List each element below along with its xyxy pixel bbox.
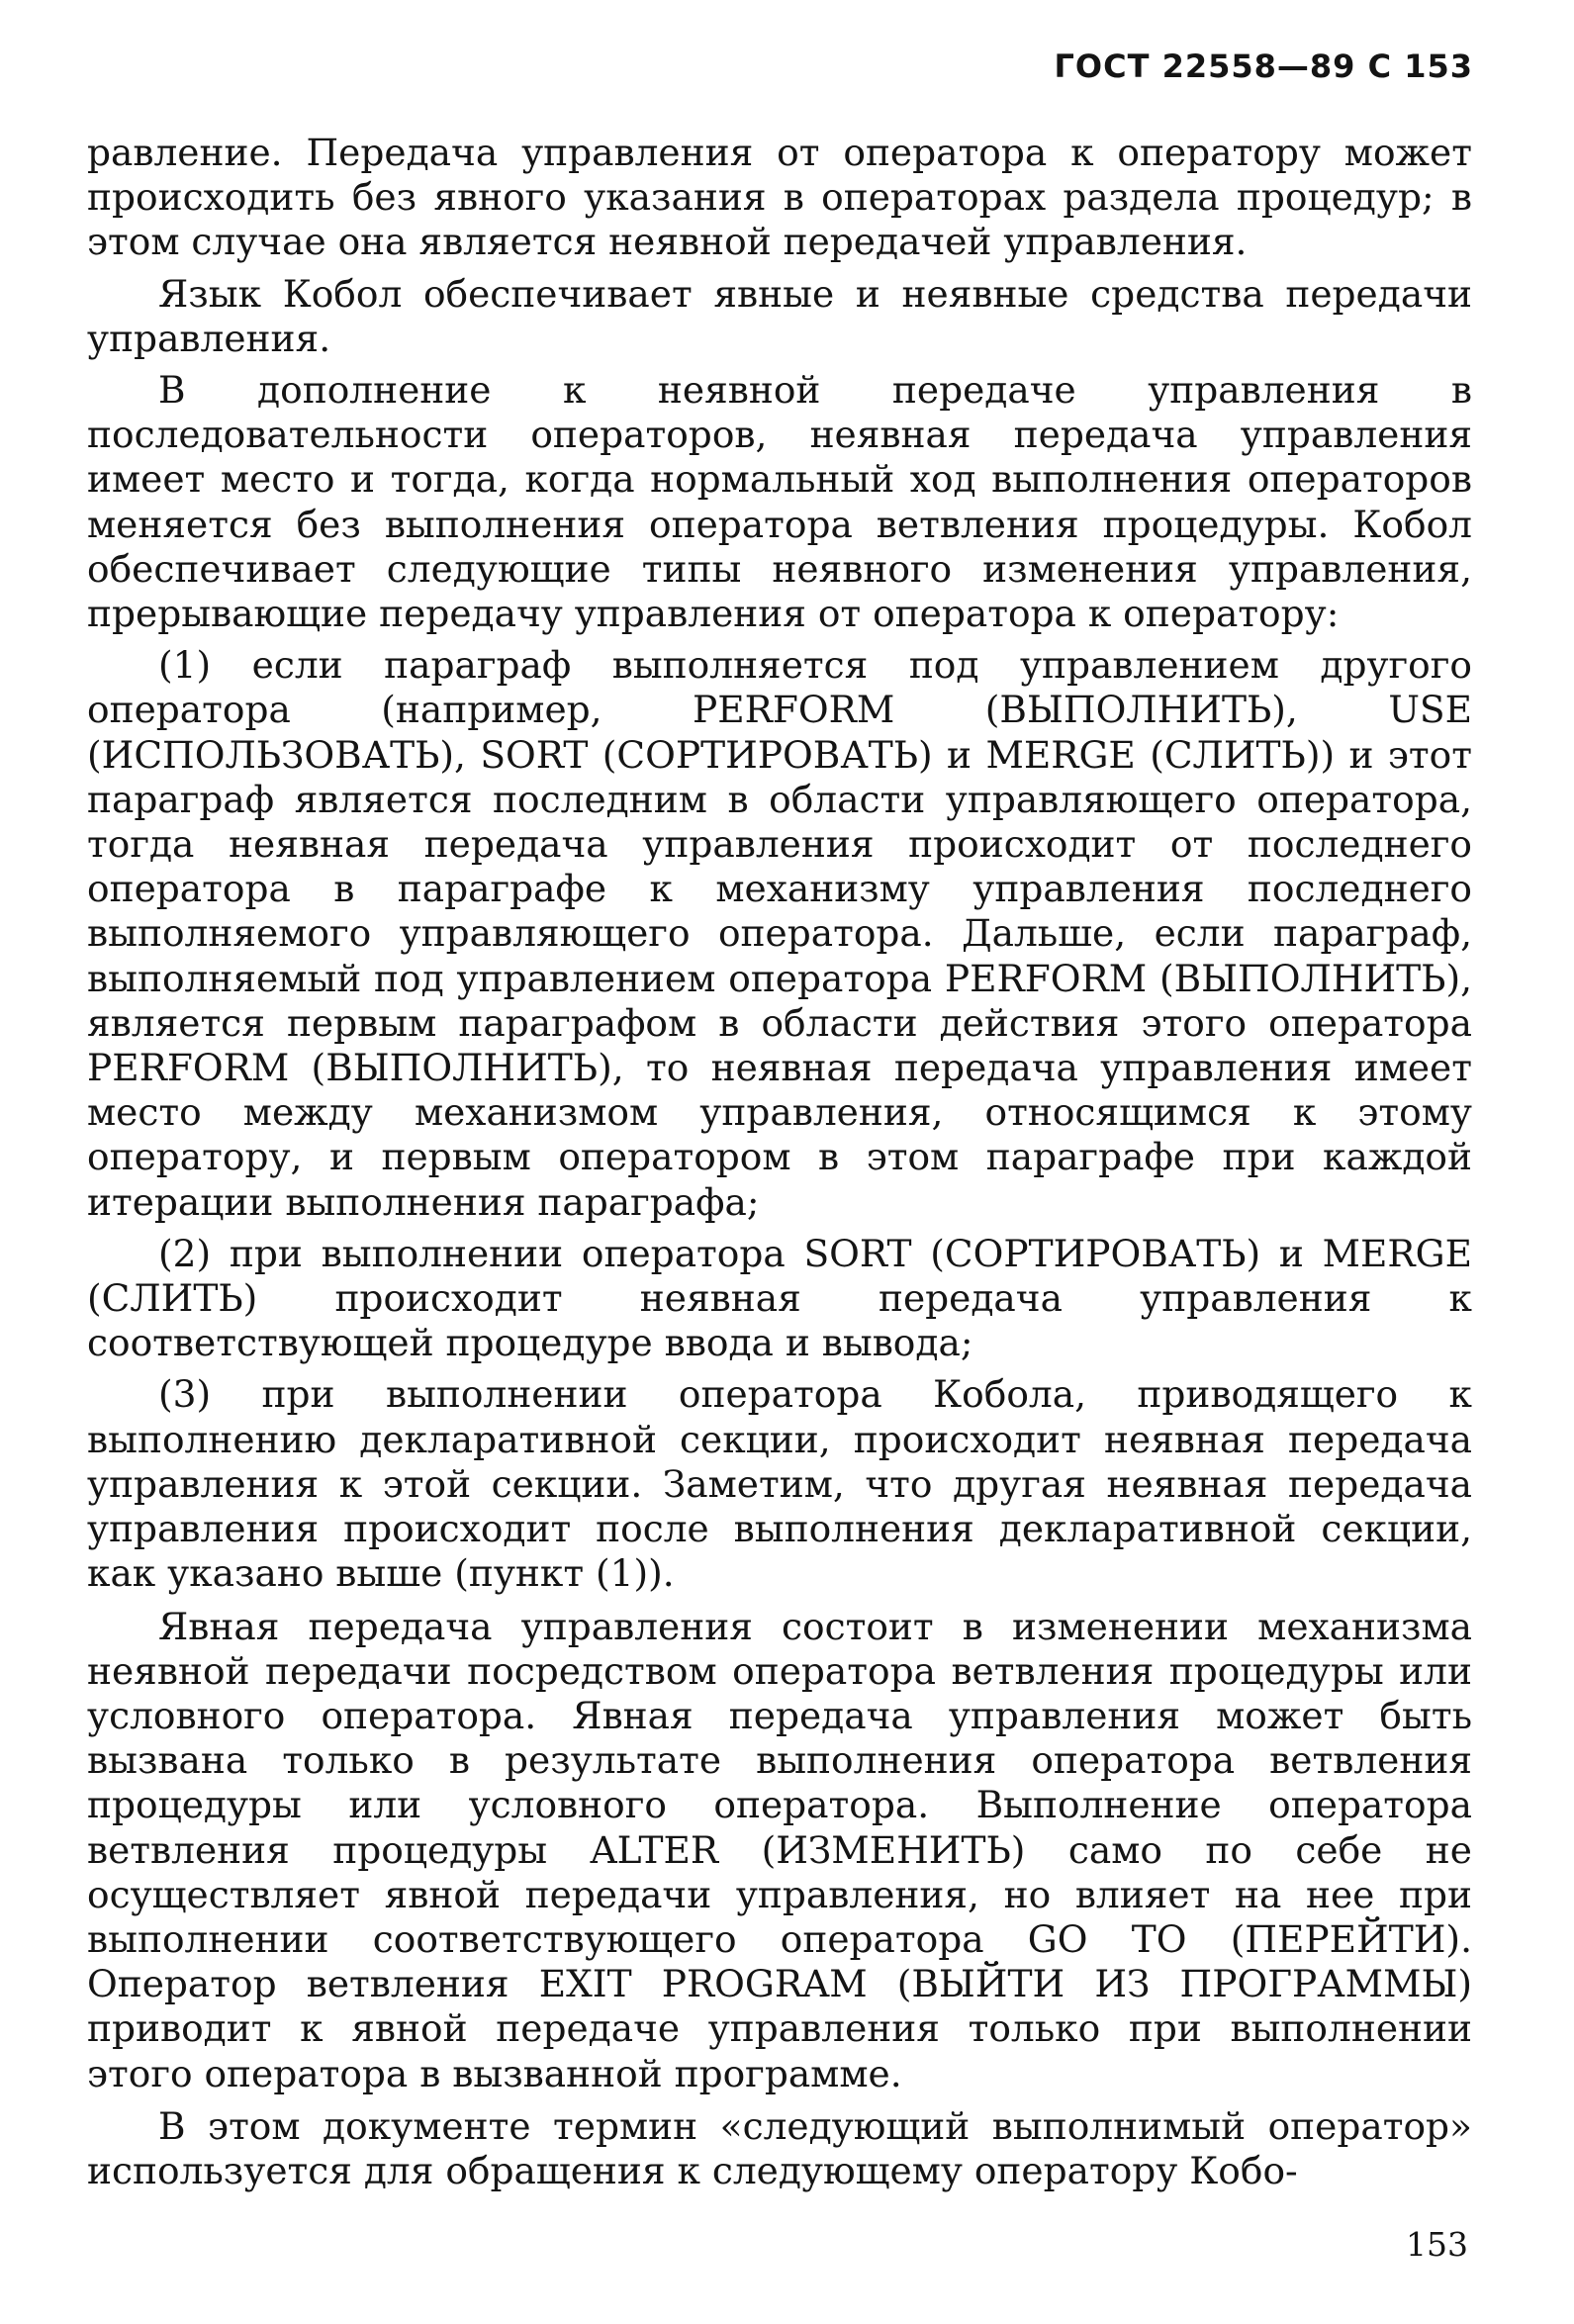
running-head: ГОСТ 22558—89 С 153 [1054, 47, 1473, 85]
page-number: 153 [1406, 2225, 1468, 2264]
list-item: (1) если параграф выполняется под управлением другого оператора (например, PERFORM (ВЫПОЛНИТЬ), USE (ИСПОЛЬЗОВАТЬ), SORT (СОРТИРОВАТЬ) и MERGE (СЛИТЬ)) и этот параграф является последним в области управляющего оператора, тогда неявная передача управления происходит от последнего оператора в параграфе к механизму управления последнего выполняемого управляющего оператора. Дальше, если параграф, выполняемый под управлением оператора PERFORM (ВЫПОЛНИТЬ), является первым параграфом в области действия этого оператора PERFORM (ВЫПОЛНИТЬ), то неявная передача управления имеет место между механизмом управления, относящимся к этому оператору, и первым оператором в этом параграфе при каждой итерации выполнения параграфа; [87, 643, 1472, 1224]
list-item: (3) при выполнении оператора Кобола, приводящего к выполнению декларативной секции, происходит неявная передача управления к этой секции. Заметим, что другая неявная передача управления происходит после выполнения декларативной секции, как указано выше (пункт (1)). [87, 1372, 1472, 1596]
paragraph: В дополнение к неявной передаче управления в последовательности операторов, неявная передача управления имеет место и тогда, когда нормальный ход выполнения операторов меняется без выполнения оператора ветвления процедуры. Кобол обеспечивает следующие типы неявного изменения управления, прерывающие передачу управления от оператора к оператору: [87, 368, 1472, 636]
paragraph: В этом документе термин «следующий выполнимый оператор» используется для обращения к следующему оператору Кобо- [87, 2103, 1472, 2192]
body-text [87, 131, 1472, 2200]
paragraph: Явная передача управления состоит в изменении механизма неявной передачи посредством оператора ветвления процедуры или условного оператора. Явная передача управления может быть вызвана только в результате выполнения оператора ветвления процедуры или условного оператора. Выполнение оператора ветвления процедуры ALTER (ИЗМЕНИТЬ) само по себе не осуществляет явной передачи управления, но влияет на нее при выполнении соответствующего оператора GO TO (ПЕРЕЙТИ). Оператор ветвления EXIT PROGRAM (ВЫЙТИ ИЗ ПРОГРАММЫ) приводит к явной передаче управления только при выполнении этого оператора в вызванной программе. [87, 1604, 1472, 2095]
paragraph: равление. Передача управления от оператора к оператору может происходить без явного указания в операторах раздела процедур; в этом случае она является неявной передачей управления. [87, 131, 1472, 264]
list-item: (2) при выполнении оператора SORT (СОРТИРОВАТЬ) и MERGE (СЛИТЬ) происходит неявная передача управления к соответствующей процедуре ввода и вывода; [87, 1231, 1472, 1365]
paragraph: Язык Кобол обеспечивает явные и неявные средства передачи управления. [87, 271, 1472, 360]
